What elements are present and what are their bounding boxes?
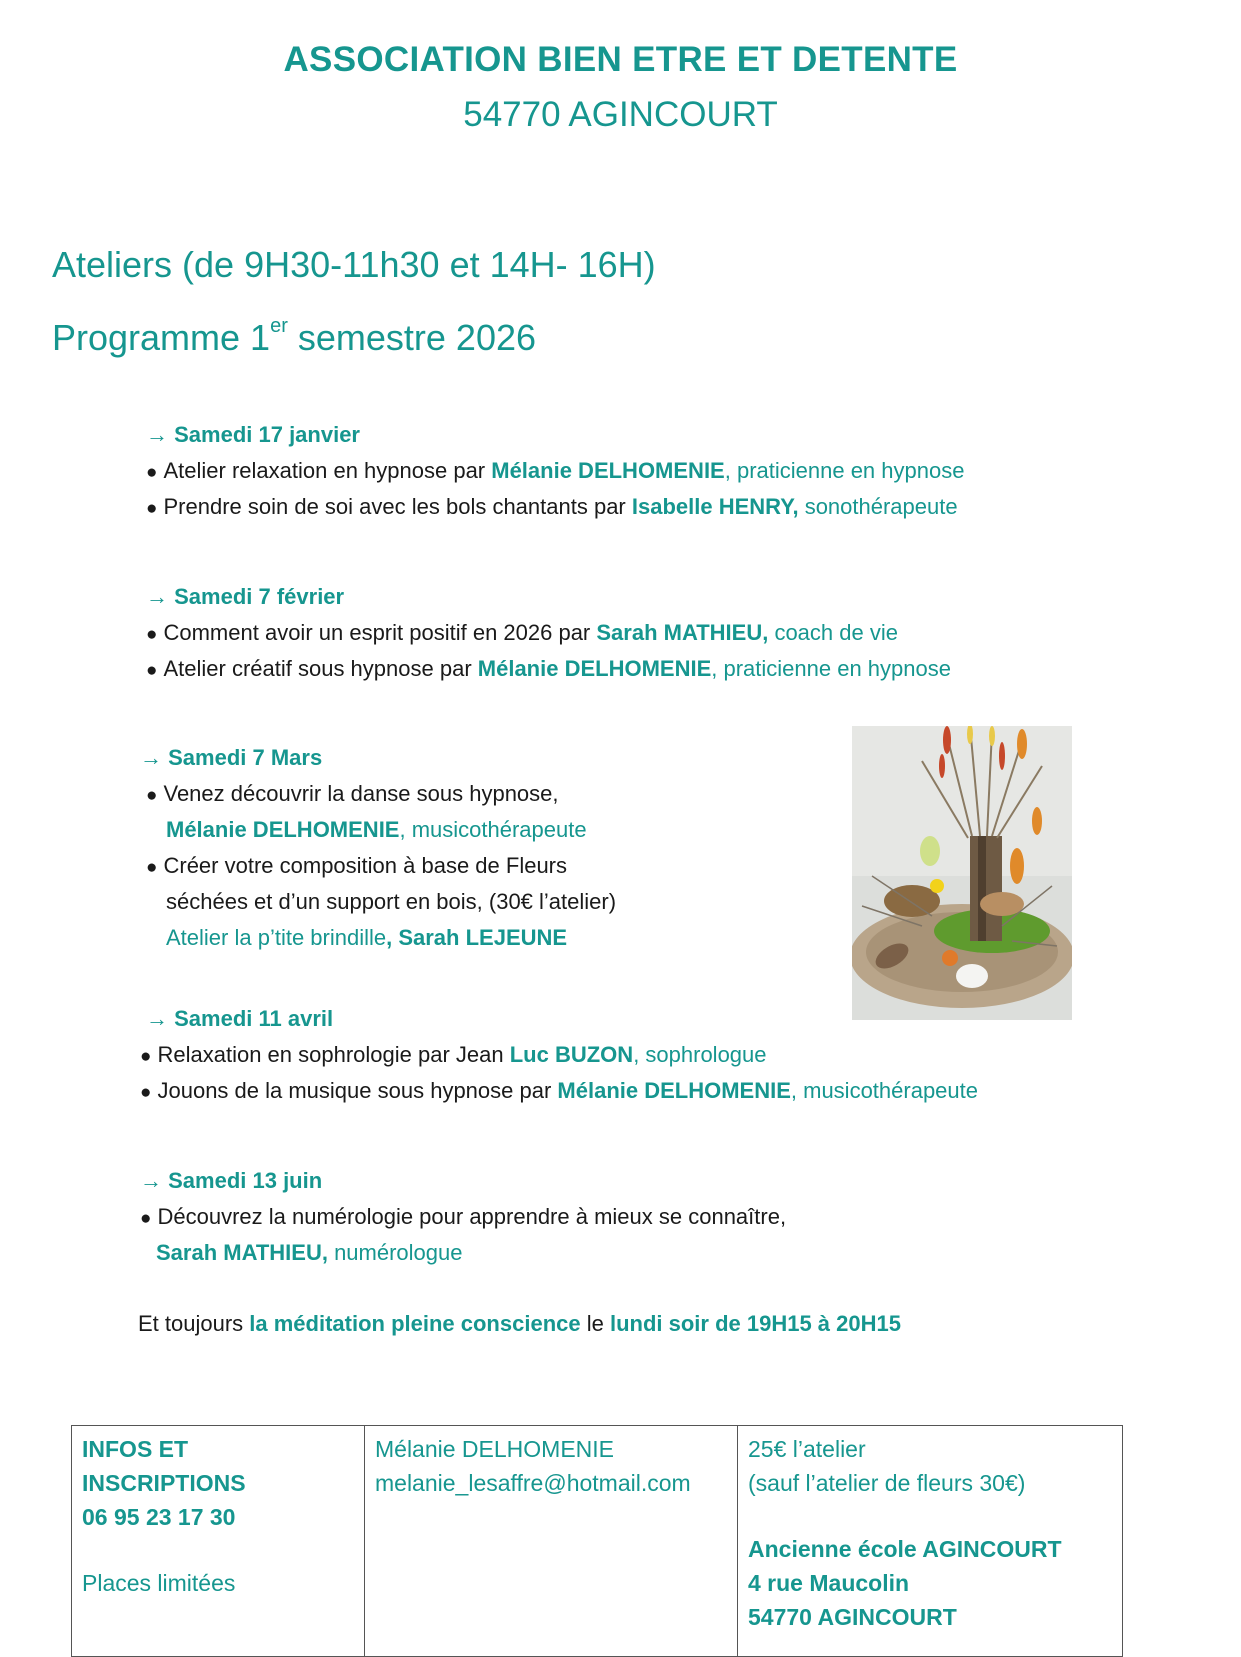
places-note: Places limitées xyxy=(82,1570,236,1596)
price-exception: (sauf l’atelier de fleurs 30€) xyxy=(748,1470,1026,1496)
session-date: → Samedi 11 avril xyxy=(146,1006,334,1031)
info-cell-contact xyxy=(72,1426,365,1657)
session-line xyxy=(166,817,587,843)
speaker-role: , sophrologue xyxy=(633,1042,767,1067)
bullet-icon: ● xyxy=(140,1208,152,1229)
line-text: Créer votre composition à base de Fleurs xyxy=(163,853,568,878)
org-city: 54770 AGINCOURT xyxy=(463,95,778,134)
line-text: Jouons de la musique sous hypnose par xyxy=(157,1078,558,1103)
bullet-icon: ● xyxy=(146,462,158,483)
programme-suffix: semestre 2026 xyxy=(287,317,537,358)
speaker-role: , musicothérapeute xyxy=(399,817,587,842)
session-line xyxy=(146,781,559,807)
session-line xyxy=(146,494,958,520)
session-line xyxy=(166,889,616,915)
speaker-name: Mélanie DELHOMENIE xyxy=(557,1078,791,1103)
meditation-when: lundi soir de 19H15 à 20H15 xyxy=(609,1311,901,1336)
info-cell-person xyxy=(365,1426,738,1657)
line-text: Venez découvrir la danse sous hypnose, xyxy=(163,781,559,806)
speaker-name: Sarah MATHIEU, xyxy=(156,1240,328,1265)
session-date: → Samedi 7 février xyxy=(146,584,345,609)
speaker-role: , praticienne en hypnose xyxy=(711,656,951,681)
session-date: → Samedi 13 juin xyxy=(140,1168,323,1193)
info-cell-price-location xyxy=(738,1426,1123,1657)
session-line xyxy=(140,1204,786,1230)
speaker-role: , praticienne en hypnose xyxy=(724,458,965,483)
line-text: Comment avoir un esprit positif en 2026 par xyxy=(163,620,597,645)
meditation-middle: le xyxy=(580,1311,610,1336)
session-date: → Samedi 7 Mars xyxy=(140,745,323,770)
speaker-role: numérologue xyxy=(327,1240,463,1265)
speaker-name: Mélanie DELHOMENIE xyxy=(166,817,400,842)
speaker-name: , Sarah LEJEUNE xyxy=(386,925,568,950)
org-name: ASSOCIATION BIEN ETRE ET DETENTE xyxy=(283,40,958,79)
bullet-icon: ● xyxy=(146,785,158,806)
bullet-icon: ● xyxy=(140,1046,152,1067)
ateliers-hours: Ateliers (de 9H30-11h30 et 14H- 16H) xyxy=(52,244,656,285)
session-line xyxy=(140,1042,767,1068)
line-text: séchées et d’un support en bois, (30€ l’atelier) xyxy=(166,889,617,914)
speaker-role: Atelier la p’tite brindille xyxy=(166,925,387,950)
price: 25€ l’atelier xyxy=(748,1436,866,1462)
session-line xyxy=(146,620,898,646)
bullet-icon: ● xyxy=(146,624,158,645)
session-line xyxy=(156,1240,463,1266)
speaker-role: , musicothérapeute xyxy=(790,1078,978,1103)
session-line xyxy=(140,1078,978,1104)
venue-street: 4 rue Maucolin xyxy=(748,1570,910,1596)
bullet-icon: ● xyxy=(146,660,158,681)
session-line xyxy=(166,925,567,951)
speaker-name: Isabelle HENRY, xyxy=(631,494,799,519)
line-text: Atelier relaxation en hypnose par xyxy=(163,458,492,483)
session-date: → Samedi 17 janvier xyxy=(146,422,360,447)
venue-name: Ancienne école AGINCOURT xyxy=(748,1536,1062,1562)
info-table xyxy=(71,1425,1123,1657)
speaker-name: Luc BUZON xyxy=(509,1042,634,1067)
phone-number: 06 95 23 17 30 xyxy=(82,1504,236,1530)
session-line xyxy=(146,853,567,879)
session-line xyxy=(146,656,951,682)
speaker-name: Mélanie DELHOMENIE xyxy=(477,656,712,681)
contact-email: melanie_lesaffre@hotmail.com xyxy=(375,1470,691,1496)
contact-name: Mélanie DELHOMENIE xyxy=(375,1436,615,1462)
line-text: Découvrez la numérologie pour apprendre à mieux se connaître, xyxy=(157,1204,787,1229)
venue-city: 54770 AGINCOURT xyxy=(748,1604,957,1630)
speaker-name: Mélanie DELHOMENIE xyxy=(491,458,725,483)
programme-title xyxy=(52,317,536,359)
speaker-role: sonothérapeute xyxy=(798,494,958,519)
programme-prefix: Programme 1 xyxy=(52,317,271,358)
line-text: Prendre soin de soi avec les bols chantants par xyxy=(163,494,632,519)
line-text: Relaxation en sophrologie par Jean xyxy=(157,1042,510,1067)
meditation-highlight: la méditation pleine conscience xyxy=(249,1311,581,1336)
speaker-role: coach de vie xyxy=(768,620,898,645)
line-text: Atelier créatif sous hypnose par xyxy=(163,656,478,681)
meditation-prefix: Et toujours xyxy=(138,1311,250,1336)
speaker-name: Sarah MATHIEU, xyxy=(596,620,769,645)
session-line xyxy=(146,458,964,484)
bullet-icon: ● xyxy=(146,857,158,878)
infos-title: INFOS ET INSCRIPTIONS xyxy=(82,1436,246,1496)
dried-flowers-photo xyxy=(852,726,1072,1020)
bullet-icon: ● xyxy=(140,1082,152,1103)
programme-sup: er xyxy=(270,315,288,337)
meditation-line xyxy=(138,1311,901,1337)
bullet-icon: ● xyxy=(146,498,158,519)
